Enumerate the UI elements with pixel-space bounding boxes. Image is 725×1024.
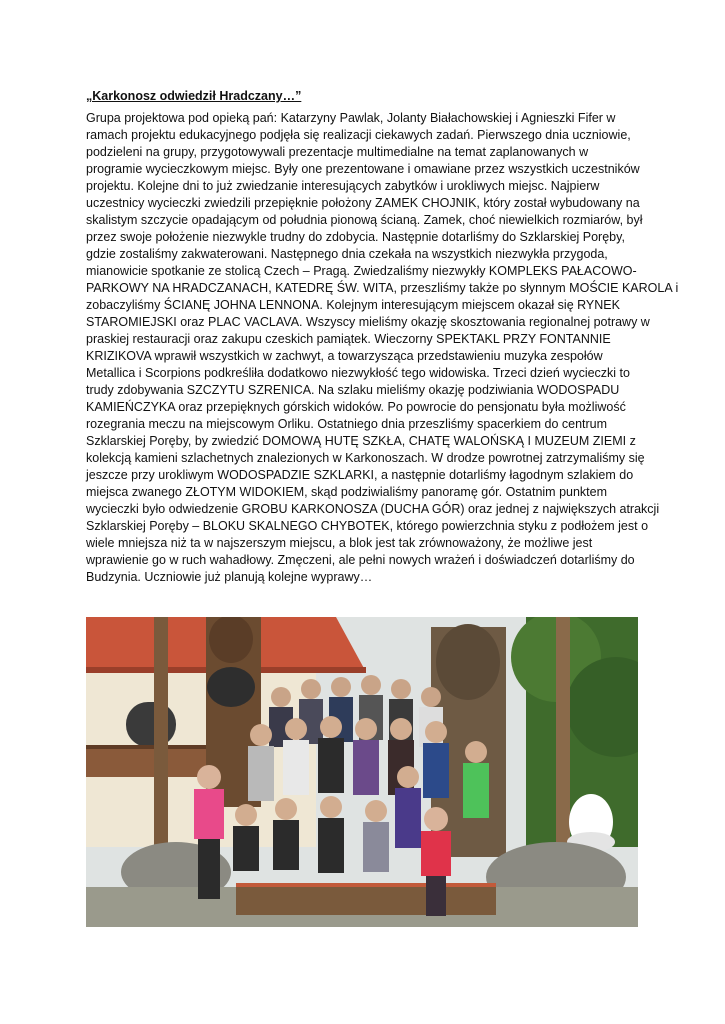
body-line: KAMIEŃCZYKA oraz przepięknych górskich widoków. Po powrocie do pensjonatu była możliwość <box>86 400 626 414</box>
body-line: Budzynia. Uczniowie już planują kolejne wyprawy… <box>86 570 373 584</box>
body-line: miejsca zwanego ZŁOTYM WIDOKIEM, skąd podziwialiśmy panoramę gór. Ostatnim punktem <box>86 485 608 499</box>
body-line: rozegrania meczu na miejscowym Orliku. Ostatniego dnia przeszliśmy spacerkiem do centrum <box>86 417 608 431</box>
body-line: Szklarskiej Poręby, by zwiedzić DOMOWĄ HUTĘ SZKŁA, CHATĘ WALOŃSKĄ I MUZEUM ZIEMI z <box>86 434 636 448</box>
body-line: trudy zdobywania SZCZYTU SZRENICA. Na szlaku mieliśmy okazję podziwiania WODOSPADU <box>86 383 620 397</box>
body-line: KRIZIKOVA wprawił wszystkich w zachwyt, a towarzysząca przedstawieniu muzyka zespołów <box>86 349 603 363</box>
body-line: wycieczki było odwiedzenie GROBU KARKONOSZA (DUCHA GÓR) oraz jednej z największych atrakcji <box>86 502 660 516</box>
article-title: „Karkonosz odwiedził Hradczany…” <box>86 89 302 103</box>
body-line: praskiej restauracji oraz zakupu czeskich pamiątek. Wieczorny SPEKTAKL PRZY FONTANNIE <box>86 332 611 346</box>
body-line: Metallica i Scorpions podkreśliła dodatkowo niezwykłość tego widowiska. Trzeci dzień wycieczki to <box>86 366 630 380</box>
article-body <box>86 110 679 586</box>
body-line: Grupa projektowa pod opieką pań: Katarzyny Pawlak, Jolanty Białachowskiej i Agnieszki Fifer w <box>86 111 616 125</box>
group-photo <box>86 617 638 927</box>
body-line: przez swoje położenie niezwykle trudny do zdobycia. Następnie dotarliśmy do Szklarskiej Poręby, <box>86 230 625 244</box>
body-line: Szklarskiej Poręby – BLOKU SKALNEGO CHYBOTEK, którego powierzchnia styku z podłożem jest o <box>86 519 649 533</box>
body-line: projektu. Kolejne dni to już zwiedzanie interesujących zabytków i urokliwych miejsc. Najpierw <box>86 179 600 193</box>
body-line: podzieleni na grupy, przygotowywali prezentacje multimedialne na temat zaplanowanych w <box>86 145 589 159</box>
body-line: wiele mniejsza niż ta w najszerszym miejscu, a blok jest tak zrównoważony, że możliwe jest <box>86 536 593 550</box>
body-line: ramach projektu edukacyjnego podjęła się realizacji ciekawych zadań. Pierwszego dnia uczniowie, <box>86 128 631 142</box>
body-line: wprawienie go w ruch wahadłowy. Zmęczeni, ale pełni nowych wrażeń i doświadczeń dotarliśmy do <box>86 553 635 567</box>
body-line: zobaczyliśmy ŚCIANĘ JOHNA LENNONA. Kolejnym interesującym miejscem okazał się RYNEK <box>86 298 620 312</box>
body-line: skalistym szczycie opadającym od południa pionową ścianą. Zamek, choć niewielkich rozmiarów, był <box>86 213 643 227</box>
body-line: gdzie zostaliśmy zakwaterowani. Następnego dnia czekała na wszystkich niezwykła przygoda, <box>86 247 608 261</box>
body-line: uczestnicy wycieczki zwiedzili przepięknie położony ZAMEK CHOJNIK, który został wybudowany na <box>86 196 640 210</box>
body-line: mianowicie spotkanie ze stolicą Czech – Pragą. Zwiedzaliśmy niezwykły KOMPLEKS PAŁACOWO- <box>86 264 637 278</box>
body-line: kolekcją kamieni szlachetnych znalezionych w Karkonoszach. W drodze powrotnej zatrzymaliśmy się <box>86 451 645 465</box>
body-line: jeszcze przy urokliwym WODOSPADZIE SZKLARKI, a następnie dotarliśmy łagodnym szlakiem do <box>86 468 634 482</box>
body-line: STAROMIEJSKI oraz PLAC VACLAVA. Wszyscy mieliśmy okazję skosztowania regionalnej potrawy w <box>86 315 650 329</box>
body-line: PARKOWY NA HRADCZANACH, KATEDRĘ ŚW. WITA, przeszliśmy także po słynnym MOŚCIE KAROLA i <box>86 281 679 295</box>
body-line: programie wycieczkowym miejsc. Były one prezentowane i omawiane przez wszystkich uczestników <box>86 162 640 176</box>
